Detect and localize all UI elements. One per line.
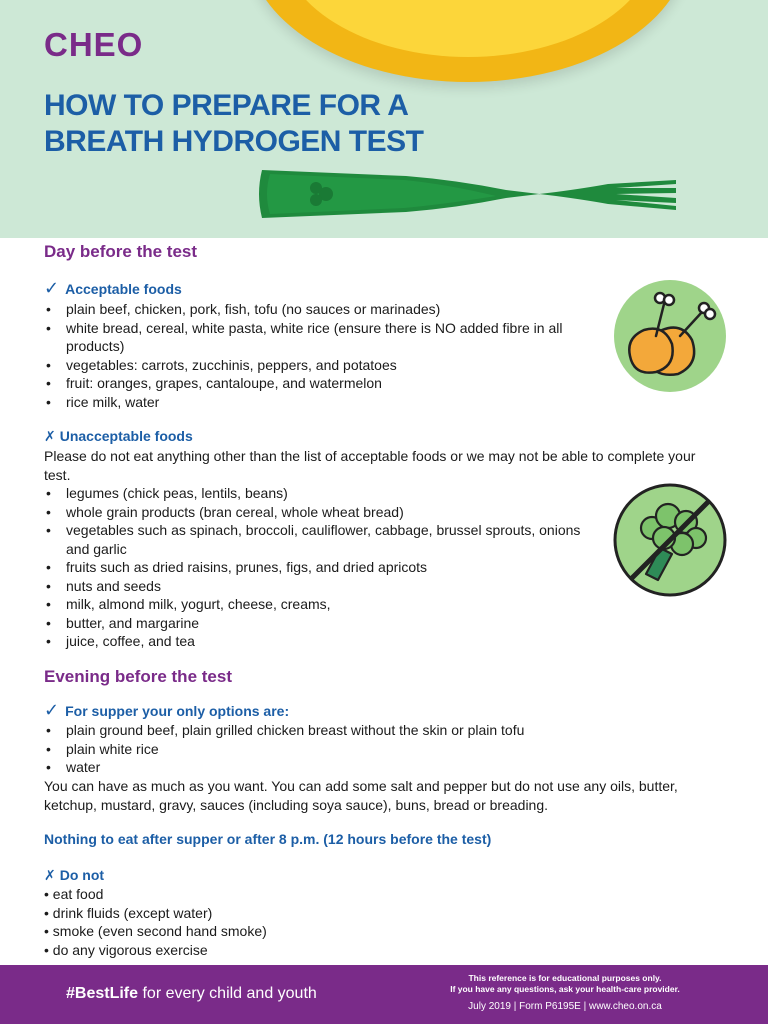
form-line: July 2019 | Form P6195E | www.cheo.on.ca — [468, 1001, 662, 1012]
list-item: • fruits such as dried raisins, prunes, figs, and dried apricots — [44, 558, 604, 577]
list-item: • plain ground beef, plain grilled chicken breast without the skin or plain tofu — [44, 721, 724, 740]
list-item: • whole grain products (bran cereal, whole wheat bread) — [44, 503, 604, 522]
list-item: • legumes (chick peas, lentils, beans) — [44, 484, 604, 503]
evening-before-heading: Evening before the test — [44, 667, 232, 686]
do-not-label: Do not — [59, 867, 105, 883]
list-item: • white bread, cereal, white pasta, white rice (ensure there is NO added fibre in all products) — [44, 319, 604, 356]
list-item: • vegetables: carrots, zucchinis, peppers, and potatoes — [44, 356, 604, 375]
list-item: • butter, and margarine — [44, 614, 604, 633]
unacceptable-heading — [44, 428, 193, 446]
supper-heading — [44, 700, 289, 721]
disclaimer-line-1: This reference is for educational purposes only. — [468, 973, 662, 983]
nothing-after-heading: Nothing to eat after supper or after 8 p.m. (12 hours before the test) — [44, 831, 492, 847]
do-not-heading — [44, 867, 104, 885]
disclaimer — [430, 973, 700, 995]
no-broccoli-icon — [612, 482, 728, 598]
list-item: • eat food — [44, 886, 104, 902]
list-item: • rice milk, water — [44, 393, 604, 412]
acceptable-heading — [44, 278, 182, 299]
list-item: • drink fluids (except water) — [44, 904, 213, 921]
footer — [0, 965, 768, 1024]
list-item: • milk, almond milk, yogurt, cheese, creams, — [44, 595, 604, 614]
cheo-logo: CHEO — [44, 26, 144, 63]
list-item: • vegetables such as spinach, broccoli, cauliflower, cabbage, brussel sprouts, onions and garlic — [44, 521, 604, 558]
page-title: HOW TO PREPARE FOR A BREATH HYDROGEN TEST — [44, 89, 424, 158]
supper-note: You can have as much as you want. You can add some salt and pepper but do not use any oils, butter, ketchup, mustard, gravy, sauces (including soya sauce), buns, bread or breading. — [44, 778, 678, 813]
list-item: • plain white rice — [44, 740, 724, 759]
acceptable-label: Acceptable foods — [65, 281, 182, 297]
unacceptable-list — [44, 484, 604, 651]
list-item: • smoke (even second hand smoke) — [44, 923, 267, 939]
footer-tagline — [66, 985, 317, 1003]
cross-icon: ✗ — [44, 428, 56, 444]
disclaimer-line-2: If you have any questions, ask your health-care provider. — [450, 984, 680, 994]
header-banner — [0, 0, 768, 238]
list-item: • nuts and seeds — [44, 577, 604, 596]
chicken-drumsticks-icon — [612, 278, 728, 394]
do-not-list — [44, 885, 444, 959]
check-icon: ✓ — [44, 700, 60, 720]
check-icon: ✓ — [44, 278, 60, 298]
acceptable-list — [44, 300, 604, 411]
list-item: • fruit: oranges, grapes, cantaloupe, and watermelon — [44, 374, 604, 393]
hashtag: #BestLife — [66, 985, 139, 1002]
supper-list — [44, 721, 724, 777]
unacceptable-label: Unacceptable foods — [59, 428, 193, 444]
day-before-heading: Day before the test — [44, 242, 198, 261]
list-item: • water — [44, 758, 724, 777]
unacceptable-intro: Please do not eat anything other than the list of acceptable foods or we may not be able to complete your test. — [44, 448, 696, 483]
fork-icon — [256, 158, 686, 230]
list-item: • plain beef, chicken, pork, fish, tofu (no sauces or marinades) — [44, 300, 604, 319]
list-item: • juice, coffee, and tea — [44, 632, 604, 651]
cross-icon: ✗ — [44, 867, 56, 883]
supper-label: For supper your only options are: — [65, 703, 290, 719]
tagline-text: for every child and youth — [138, 985, 317, 1002]
list-item: • do any vigorous exercise — [44, 941, 208, 958]
